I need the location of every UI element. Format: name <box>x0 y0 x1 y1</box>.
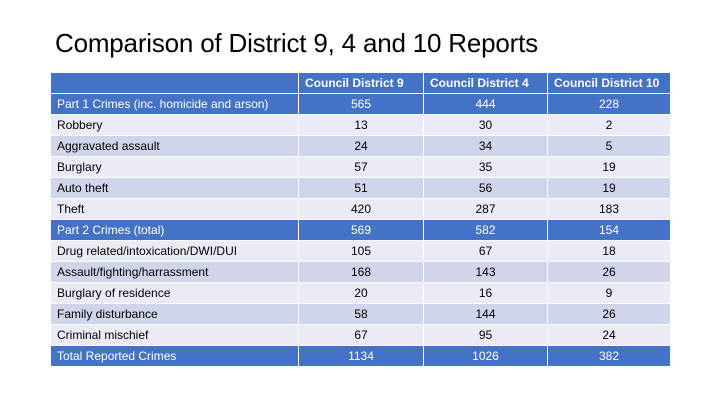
crime-comparison-table <box>50 72 671 367</box>
cell-district-10: 26 <box>548 262 671 283</box>
header-cell-district-10: Council District 10 <box>548 73 671 94</box>
header-cell-label <box>51 73 299 94</box>
row-label: Criminal mischief <box>51 325 299 346</box>
cell-district-10: 24 <box>548 325 671 346</box>
cell-district-9: 58 <box>299 304 424 325</box>
cell-district-10: 228 <box>548 94 671 115</box>
cell-district-9: 24 <box>299 136 424 157</box>
table-row <box>51 262 671 283</box>
cell-district-10: 2 <box>548 115 671 136</box>
row-label: Drug related/intoxication/DWI/DUI <box>51 241 299 262</box>
table-body <box>51 94 671 367</box>
cell-district-9: 57 <box>299 157 424 178</box>
cell-district-10: 26 <box>548 304 671 325</box>
table-row <box>51 241 671 262</box>
cell-district-9: 565 <box>299 94 424 115</box>
cell-district-4: 95 <box>424 325 548 346</box>
row-label: Part 2 Crimes (total) <box>51 220 299 241</box>
row-label: Burglary of residence <box>51 283 299 304</box>
row-label: Aggravated assault <box>51 136 299 157</box>
cell-district-10: 19 <box>548 157 671 178</box>
cell-district-9: 67 <box>299 325 424 346</box>
table-row <box>51 199 671 220</box>
table-row <box>51 304 671 325</box>
table-header-row <box>51 73 671 94</box>
cell-district-9: 168 <box>299 262 424 283</box>
table-row <box>51 325 671 346</box>
cell-district-4: 35 <box>424 157 548 178</box>
row-label: Assault/fighting/harrassment <box>51 262 299 283</box>
table-row <box>51 283 671 304</box>
table-section-row <box>51 346 671 367</box>
cell-district-10: 9 <box>548 283 671 304</box>
header-cell-district-4: Council District 4 <box>424 73 548 94</box>
cell-district-9: 13 <box>299 115 424 136</box>
header-cell-district-9: Council District 9 <box>299 73 424 94</box>
cell-district-4: 56 <box>424 178 548 199</box>
table-section-row <box>51 94 671 115</box>
cell-district-4: 67 <box>424 241 548 262</box>
slide-title: Comparison of District 9, 4 and 10 Reports <box>55 28 538 58</box>
row-label: Part 1 Crimes (inc. homicide and arson) <box>51 94 299 115</box>
cell-district-4: 34 <box>424 136 548 157</box>
row-label: Theft <box>51 199 299 220</box>
table-row <box>51 115 671 136</box>
row-label: Auto theft <box>51 178 299 199</box>
cell-district-9: 105 <box>299 241 424 262</box>
table-section-row <box>51 220 671 241</box>
table-row <box>51 178 671 199</box>
row-label: Total Reported Crimes <box>51 346 299 367</box>
row-label: Robbery <box>51 115 299 136</box>
row-label: Burglary <box>51 157 299 178</box>
cell-district-10: 19 <box>548 178 671 199</box>
cell-district-4: 287 <box>424 199 548 220</box>
table-row <box>51 136 671 157</box>
cell-district-4: 16 <box>424 283 548 304</box>
cell-district-9: 20 <box>299 283 424 304</box>
cell-district-10: 382 <box>548 346 671 367</box>
cell-district-4: 444 <box>424 94 548 115</box>
cell-district-9: 51 <box>299 178 424 199</box>
cell-district-4: 1026 <box>424 346 548 367</box>
cell-district-10: 5 <box>548 136 671 157</box>
cell-district-9: 569 <box>299 220 424 241</box>
table-row <box>51 157 671 178</box>
cell-district-4: 30 <box>424 115 548 136</box>
cell-district-4: 143 <box>424 262 548 283</box>
cell-district-10: 183 <box>548 199 671 220</box>
cell-district-4: 144 <box>424 304 548 325</box>
row-label: Family disturbance <box>51 304 299 325</box>
cell-district-10: 18 <box>548 241 671 262</box>
cell-district-9: 1134 <box>299 346 424 367</box>
cell-district-10: 154 <box>548 220 671 241</box>
cell-district-4: 582 <box>424 220 548 241</box>
cell-district-9: 420 <box>299 199 424 220</box>
